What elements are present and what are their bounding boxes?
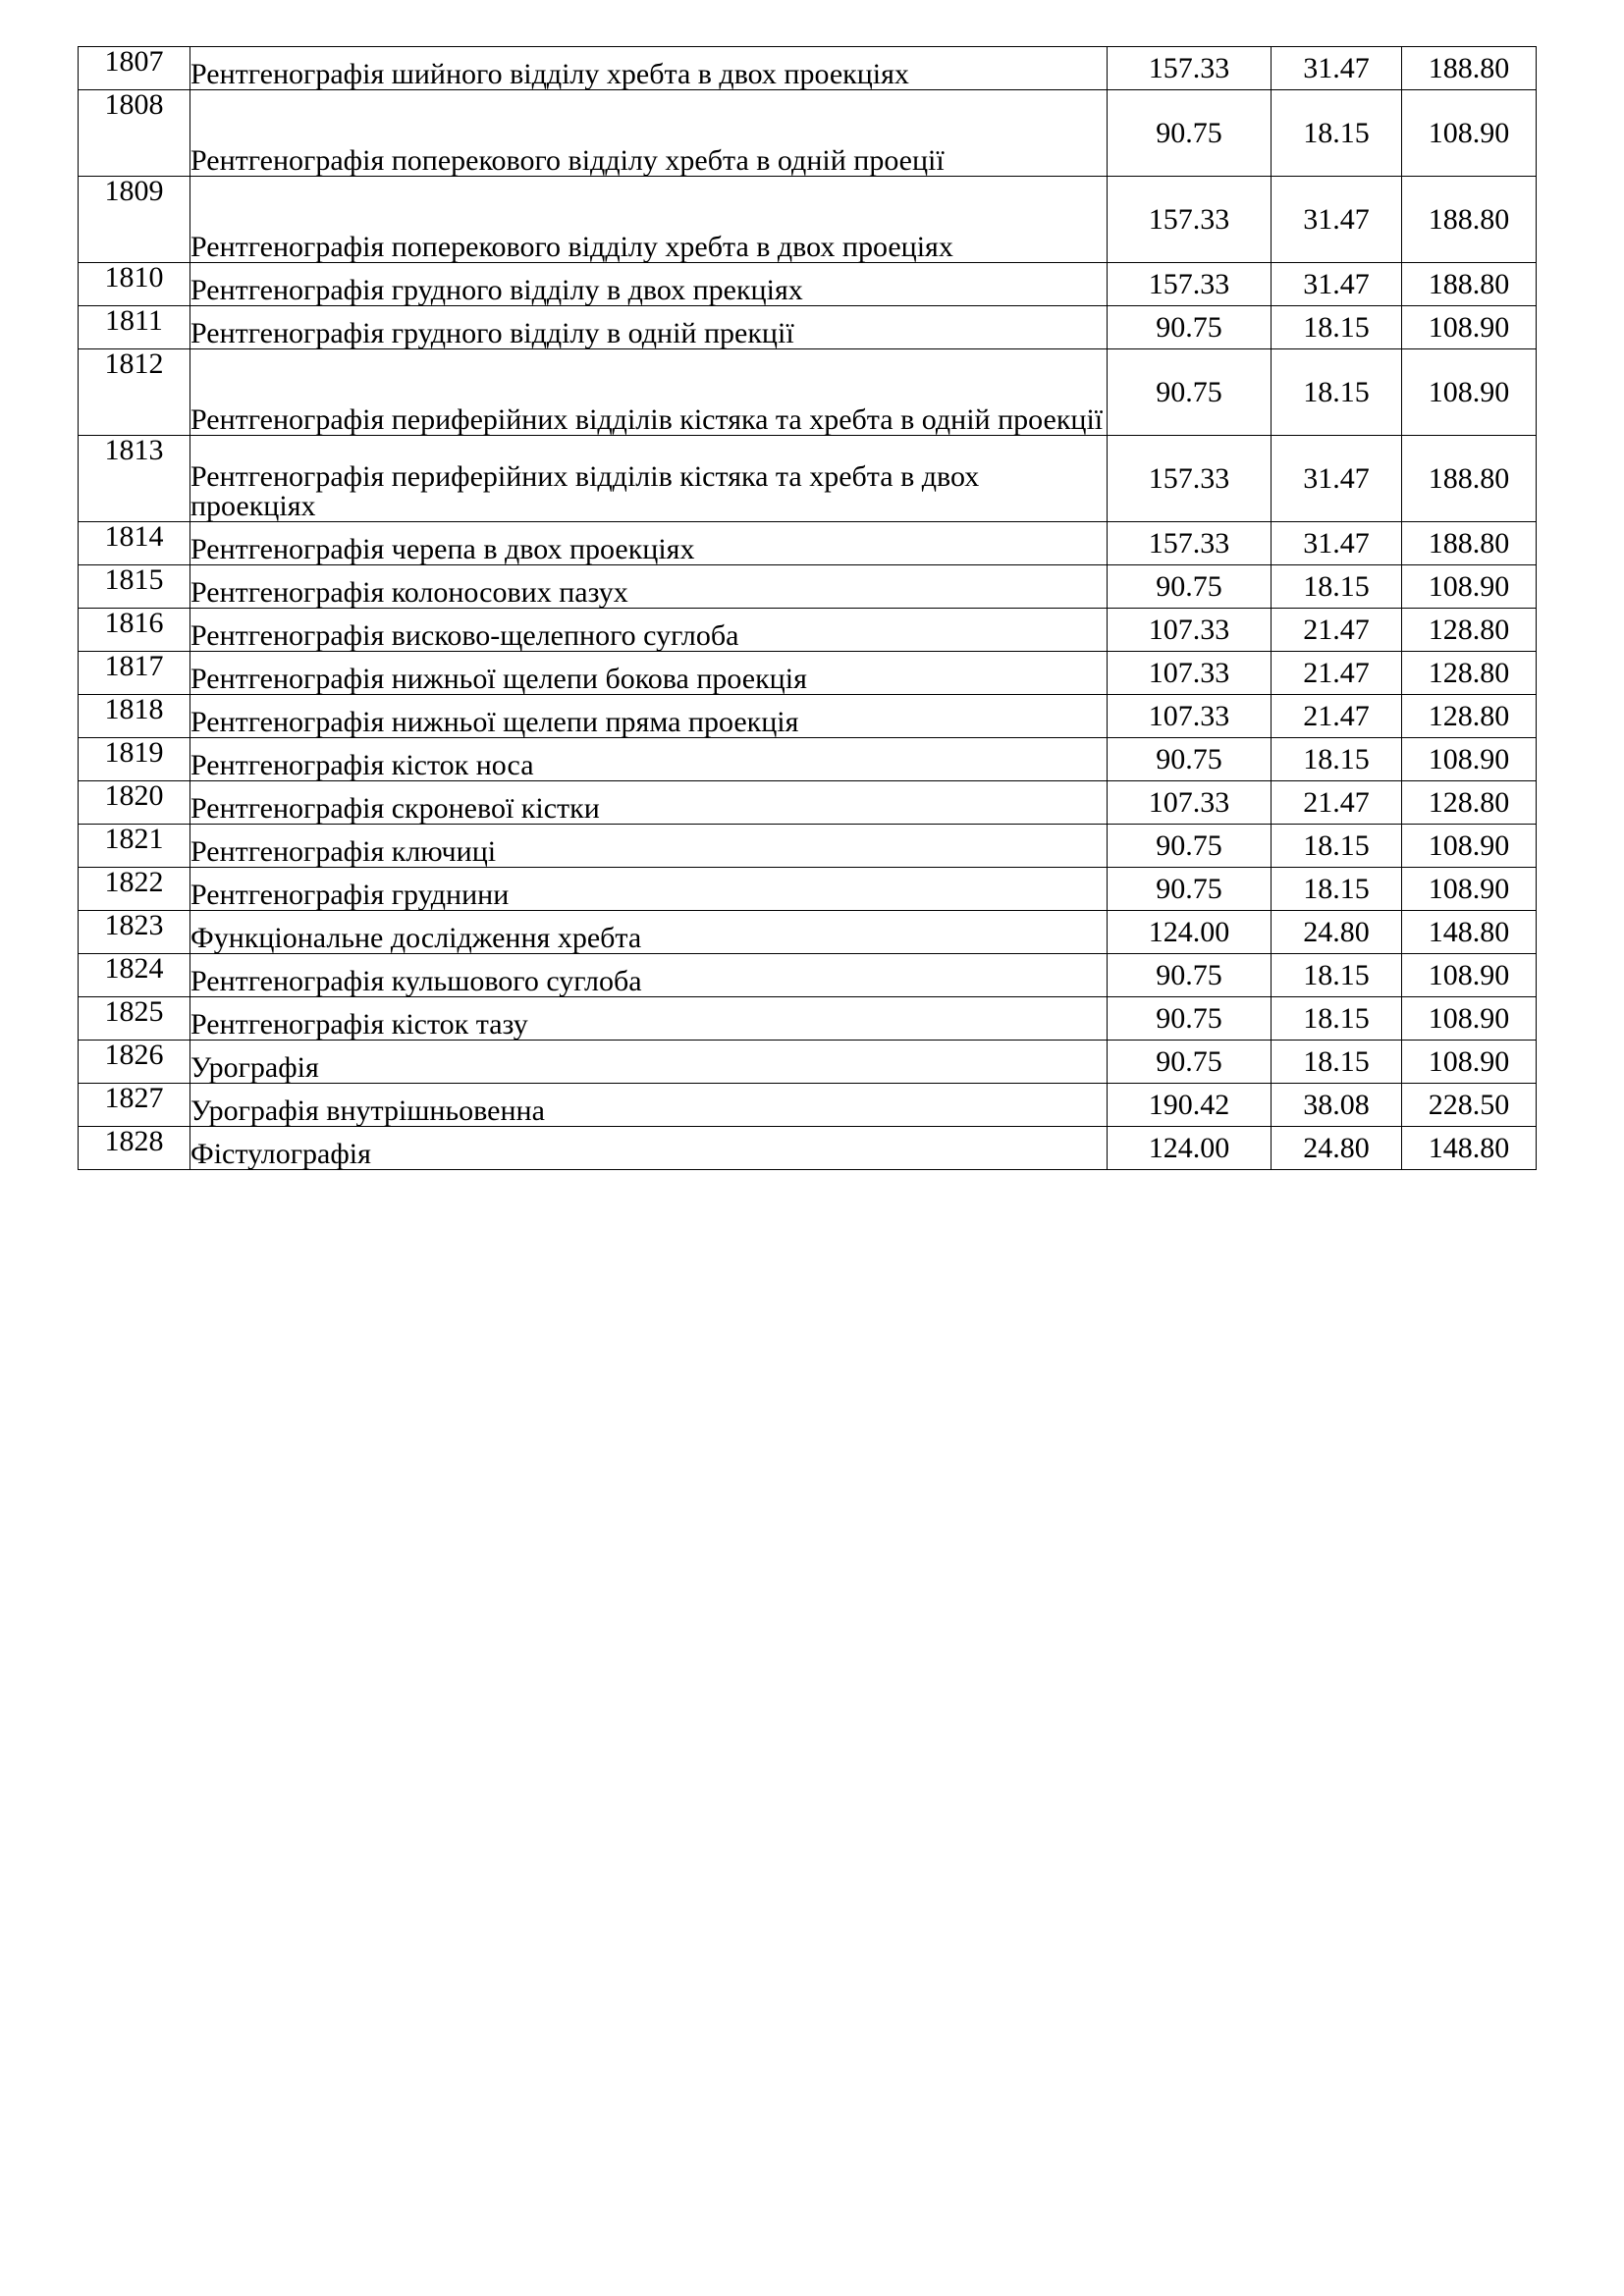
price-cell: 107.33: [1108, 781, 1272, 825]
table-body: [79, 47, 1537, 1170]
tax-cell: 31.47: [1272, 177, 1402, 263]
service-description-cell: Рентгенографія скроневої кістки: [190, 781, 1108, 825]
service-number-cell: 1810: [79, 263, 190, 306]
total-price-cell: 108.90: [1402, 565, 1537, 609]
table-row: [79, 911, 1537, 954]
price-cell: 107.33: [1108, 609, 1272, 652]
service-number-cell: 1807: [79, 47, 190, 90]
price-cell: 157.33: [1108, 177, 1272, 263]
service-description-cell: Рентгенографія грудного відділу в одній прекції: [190, 306, 1108, 349]
service-number-cell: 1814: [79, 522, 190, 565]
service-description-cell: Рентгенографія поперекового відділу хребта в одній проеції: [190, 90, 1108, 177]
table-row: [79, 738, 1537, 781]
price-cell: 90.75: [1108, 825, 1272, 868]
price-cell: 90.75: [1108, 997, 1272, 1041]
tax-cell: 18.15: [1272, 349, 1402, 436]
service-number-cell: 1827: [79, 1084, 190, 1127]
tax-cell: 18.15: [1272, 565, 1402, 609]
total-price-cell: 148.80: [1402, 911, 1537, 954]
service-description-cell: Рентгенографія черепа в двох проекціях: [190, 522, 1108, 565]
price-cell: 190.42: [1108, 1084, 1272, 1127]
price-cell: 157.33: [1108, 436, 1272, 522]
table-row: [79, 565, 1537, 609]
total-price-cell: 188.80: [1402, 47, 1537, 90]
total-price-cell: 108.90: [1402, 954, 1537, 997]
total-price-cell: 188.80: [1402, 263, 1537, 306]
table-row: [79, 695, 1537, 738]
service-description-cell: Рентгенографія периферійних відділів кістяка та хребта в двох проекціях: [190, 436, 1108, 522]
price-cell: 107.33: [1108, 695, 1272, 738]
price-cell: 90.75: [1108, 954, 1272, 997]
service-number-cell: 1817: [79, 652, 190, 695]
service-description-cell: Рентгенографія периферійних відділів кістяка та хребта в одній проекції: [190, 349, 1108, 436]
total-price-cell: 228.50: [1402, 1084, 1537, 1127]
service-description-cell: Рентгенографія кісток носа: [190, 738, 1108, 781]
price-cell: 124.00: [1108, 911, 1272, 954]
service-description-cell: Рентгенографія груднини: [190, 868, 1108, 911]
total-price-cell: 108.90: [1402, 90, 1537, 177]
service-description-cell: Фістулографія: [190, 1127, 1108, 1170]
tax-cell: 18.15: [1272, 1041, 1402, 1084]
table-row: [79, 522, 1537, 565]
price-cell: 90.75: [1108, 90, 1272, 177]
service-description-cell: Рентгенографія кульшового суглоба: [190, 954, 1108, 997]
table-row: [79, 1084, 1537, 1127]
service-number-cell: 1812: [79, 349, 190, 436]
table-row: [79, 825, 1537, 868]
total-price-cell: 188.80: [1402, 436, 1537, 522]
total-price-cell: 148.80: [1402, 1127, 1537, 1170]
total-price-cell: 188.80: [1402, 177, 1537, 263]
tax-cell: 21.47: [1272, 695, 1402, 738]
service-number-cell: 1808: [79, 90, 190, 177]
service-description-cell: Рентгенографія ключиці: [190, 825, 1108, 868]
table-row: [79, 177, 1537, 263]
price-cell: 90.75: [1108, 1041, 1272, 1084]
service-number-cell: 1824: [79, 954, 190, 997]
price-cell: 90.75: [1108, 868, 1272, 911]
service-number-cell: 1820: [79, 781, 190, 825]
service-number-cell: 1818: [79, 695, 190, 738]
service-number-cell: 1825: [79, 997, 190, 1041]
service-number-cell: 1823: [79, 911, 190, 954]
tax-cell: 31.47: [1272, 263, 1402, 306]
tax-cell: 18.15: [1272, 90, 1402, 177]
service-number-cell: 1815: [79, 565, 190, 609]
tax-cell: 24.80: [1272, 1127, 1402, 1170]
total-price-cell: 128.80: [1402, 695, 1537, 738]
total-price-cell: 128.80: [1402, 781, 1537, 825]
table-row: [79, 47, 1537, 90]
service-description-cell: Урографія внутрішньовенна: [190, 1084, 1108, 1127]
service-number-cell: 1809: [79, 177, 190, 263]
table-row: [79, 349, 1537, 436]
total-price-cell: 108.90: [1402, 306, 1537, 349]
price-cell: 157.33: [1108, 522, 1272, 565]
total-price-cell: 128.80: [1402, 609, 1537, 652]
tax-cell: 21.47: [1272, 781, 1402, 825]
service-number-cell: 1813: [79, 436, 190, 522]
table-row: [79, 90, 1537, 177]
price-cell: 90.75: [1108, 349, 1272, 436]
tax-cell: 18.15: [1272, 954, 1402, 997]
table-row: [79, 609, 1537, 652]
tax-cell: 31.47: [1272, 436, 1402, 522]
total-price-cell: 108.90: [1402, 997, 1537, 1041]
price-cell: 90.75: [1108, 738, 1272, 781]
tax-cell: 21.47: [1272, 609, 1402, 652]
service-number-cell: 1819: [79, 738, 190, 781]
total-price-cell: 108.90: [1402, 868, 1537, 911]
price-cell: 107.33: [1108, 652, 1272, 695]
table-row: [79, 954, 1537, 997]
table-row: [79, 306, 1537, 349]
total-price-cell: 108.90: [1402, 825, 1537, 868]
table-row: [79, 263, 1537, 306]
tax-cell: 18.15: [1272, 306, 1402, 349]
table-row: [79, 652, 1537, 695]
service-description-cell: Рентгенографія висково-щелепного суглоба: [190, 609, 1108, 652]
tax-cell: 18.15: [1272, 825, 1402, 868]
service-description-cell: Урографія: [190, 1041, 1108, 1084]
tax-cell: 18.15: [1272, 997, 1402, 1041]
tax-cell: 31.47: [1272, 522, 1402, 565]
service-number-cell: 1826: [79, 1041, 190, 1084]
total-price-cell: 108.90: [1402, 1041, 1537, 1084]
service-number-cell: 1828: [79, 1127, 190, 1170]
service-number-cell: 1822: [79, 868, 190, 911]
table-row: [79, 436, 1537, 522]
table-row: [79, 1127, 1537, 1170]
price-cell: 90.75: [1108, 565, 1272, 609]
total-price-cell: 128.80: [1402, 652, 1537, 695]
price-cell: 90.75: [1108, 306, 1272, 349]
service-number-cell: 1821: [79, 825, 190, 868]
table-row: [79, 868, 1537, 911]
service-description-cell: Рентгенографія нижньої щелепи пряма проекція: [190, 695, 1108, 738]
service-description-cell: Рентгенографія шийного відділу хребта в двох проекціях: [190, 47, 1108, 90]
total-price-cell: 108.90: [1402, 349, 1537, 436]
service-description-cell: Рентгенографія поперекового відділу хребта в двох проеціях: [190, 177, 1108, 263]
table-row: [79, 781, 1537, 825]
tax-cell: 31.47: [1272, 47, 1402, 90]
price-cell: 157.33: [1108, 263, 1272, 306]
tax-cell: 24.80: [1272, 911, 1402, 954]
service-description-cell: Рентгенографія колоносових пазух: [190, 565, 1108, 609]
table-row: [79, 997, 1537, 1041]
total-price-cell: 188.80: [1402, 522, 1537, 565]
total-price-cell: 108.90: [1402, 738, 1537, 781]
service-description-cell: Функціональне дослідження хребта: [190, 911, 1108, 954]
service-description-cell: Рентгенографія грудного відділу в двох прекціях: [190, 263, 1108, 306]
service-description-cell: Рентгенографія кісток тазу: [190, 997, 1108, 1041]
service-description-cell: Рентгенографія нижньої щелепи бокова проекція: [190, 652, 1108, 695]
tax-cell: 38.08: [1272, 1084, 1402, 1127]
tax-cell: 18.15: [1272, 738, 1402, 781]
tax-cell: 18.15: [1272, 868, 1402, 911]
service-number-cell: 1816: [79, 609, 190, 652]
service-number-cell: 1811: [79, 306, 190, 349]
table-row: [79, 1041, 1537, 1084]
tax-cell: 21.47: [1272, 652, 1402, 695]
price-cell: 124.00: [1108, 1127, 1272, 1170]
price-cell: 157.33: [1108, 47, 1272, 90]
price-table: [78, 46, 1537, 1170]
